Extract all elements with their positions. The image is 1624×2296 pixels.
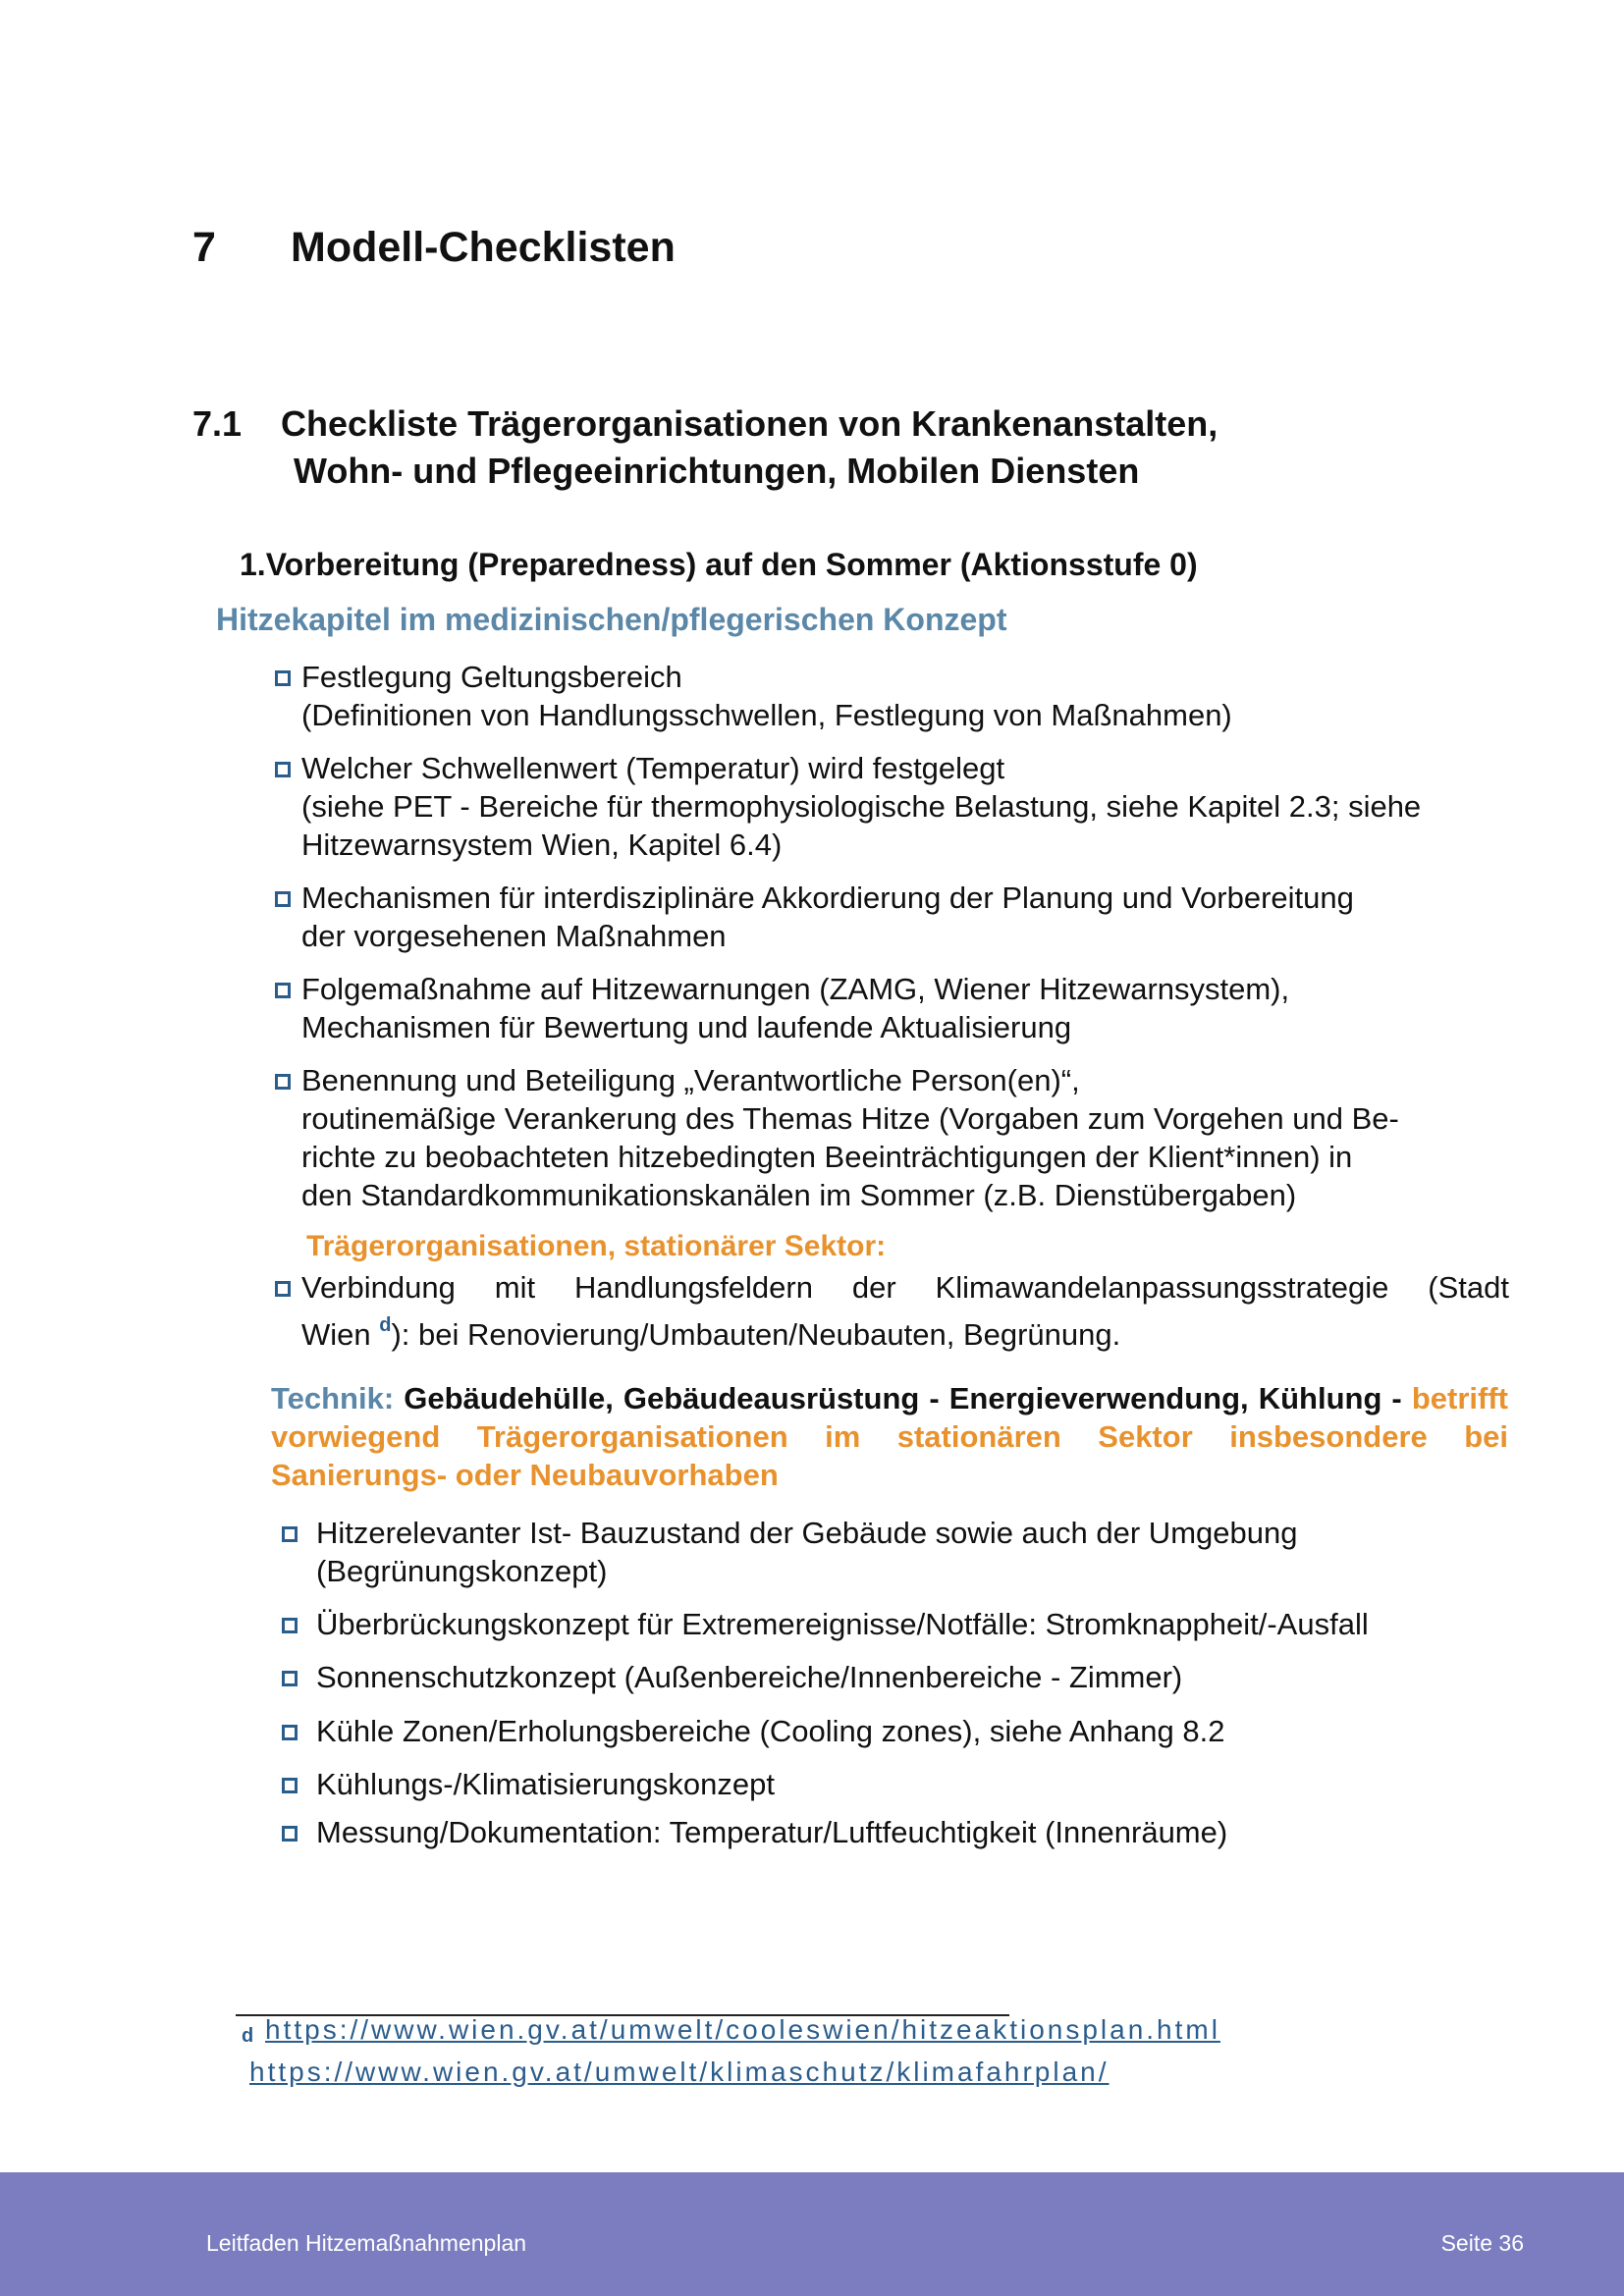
item-line: (Definitionen von Handlungsschwellen, Festlegung von Maßnahmen) (301, 698, 1232, 732)
section-heading (192, 400, 1218, 495)
item-line: Messung/Dokumentation: Temperatur/Luftfeuchtigkeit (Innenräume) (316, 1815, 1228, 1849)
item-line: Festlegung Geltungsbereich (301, 660, 682, 694)
checkbox[interactable] (282, 1671, 298, 1686)
list-item (316, 1514, 1504, 1590)
checkbox[interactable] (275, 983, 291, 998)
item-line: (siehe PET - Bereiche für thermophysiologische Belastung, siehe Kapitel 2.3; siehe (301, 789, 1422, 824)
item-line: richte zu beobachteten hitzebedingten Beeinträchtigungen der Klient*innen) in (301, 1140, 1353, 1174)
item-text: ): bei Renovierung/Umbauten/Neubauten, Begrünung. (391, 1317, 1121, 1352)
list-item (316, 1605, 1504, 1643)
page-footer (0, 2172, 1624, 2296)
item-line: Welcher Schwellenwert (Temperatur) wird festgelegt (301, 751, 1005, 785)
footnote-link-2[interactable]: https://www.wien.gv.at/umwelt/klimaschutz/klimafahrplan/ (249, 2056, 1110, 2087)
list-item (301, 749, 1509, 864)
footnote-mark: d (242, 2025, 254, 2047)
list-item (316, 1765, 1504, 1803)
checkbox[interactable] (282, 1826, 298, 1842)
list-item (316, 1712, 1504, 1750)
checkbox[interactable] (282, 1618, 298, 1633)
checkbox[interactable] (282, 1526, 298, 1542)
item-line: Mechanismen für interdisziplinäre Akkordierung der Planung und Vorbereitung (301, 881, 1354, 915)
chapter-title: Modell-Checklisten (291, 224, 676, 271)
item-line: Kühle Zonen/Erholungsbereiche (Cooling zones), siehe Anhang 8.2 (316, 1714, 1225, 1748)
technik-note: betrifft vorwiegend Trägerorganisationen im stationären Sektor insbesondere bei Sanierungs- oder Neubauvorhaben (271, 1381, 1508, 1492)
technik-title: Gebäudehülle, Gebäudeausrüstung - Energieverwendung, Kühlung - (404, 1381, 1402, 1415)
subsection-heading (240, 547, 1198, 583)
chapter-number: 7 (192, 224, 216, 271)
item-line: routinemäßige Verankerung des Themas Hitze (Vorgaben zum Vorgehen und Be- (301, 1101, 1399, 1136)
technik-label: Technik: (271, 1381, 395, 1415)
list-item (301, 1061, 1509, 1214)
checkbox[interactable] (275, 670, 291, 686)
list-item (301, 970, 1509, 1046)
item-line: Sonnenschutzkonzept (Außenbereiche/Innenbereiche - Zimmer) (316, 1660, 1183, 1694)
technik-paragraph (271, 1379, 1508, 1494)
list-item (301, 1268, 1509, 1354)
list-item (316, 1813, 1504, 1851)
item-line (301, 1307, 1509, 1354)
list-item (316, 1658, 1504, 1696)
item-line: den Standardkommunikationskanälen im Sommer (z.B. Dienstübergaben) (301, 1178, 1297, 1212)
item-line: Kühlungs-/Klimatisierungskonzept (316, 1767, 775, 1801)
list-item (301, 658, 1509, 734)
checkbox[interactable] (275, 1281, 291, 1297)
item-line: Benennung und Beteiligung „Verantwortliche Person(en)“, (301, 1063, 1080, 1097)
item-line: Folgemaßnahme auf Hitzewarnungen (ZAMG, Wiener Hitzewarnsystem), (301, 972, 1290, 1006)
item-line: Hitzerelevanter Ist- Bauzustand der Gebäude sowie auch der Umgebung (316, 1516, 1298, 1550)
item-line: (Begrünungskonzept) (316, 1554, 608, 1588)
item-line: Überbrückungskonzept für Extremereignisse/Notfälle: Stromknappheit/-Ausfall (316, 1607, 1369, 1641)
list-item (301, 879, 1509, 955)
checkbox[interactable] (275, 762, 291, 777)
item-line: Hitzewarnsystem Wien, Kapitel 6.4) (301, 828, 783, 862)
section-number: 7.1 (192, 403, 243, 444)
footer-title: Leitfaden Hitzemaßnahmenplan (206, 2230, 527, 2256)
subsection-title: Vorbereitung (Preparedness) auf den Sommer (Aktionsstufe 0) (265, 547, 1198, 582)
stationaer-heading: Trägerorganisationen, stationärer Sektor: (306, 1230, 887, 1262)
item-line: der vorgesehenen Maßnahmen (301, 919, 727, 953)
konzept-heading: Hitzekapitel im medizinischen/pflegerischen Konzept (216, 602, 1007, 637)
section-title-line2: Wohn- und Pflegeeinrichtungen, Mobilen Diensten (294, 451, 1140, 491)
checkbox[interactable] (282, 1778, 298, 1793)
chapter-heading (192, 224, 676, 272)
footnote-link-1[interactable]: https://www.wien.gv.at/umwelt/cooleswien/hitzeaktionsplan.html (265, 2014, 1220, 2045)
item-text: Wien (301, 1317, 380, 1352)
checkbox[interactable] (275, 891, 291, 907)
page-number: Seite 36 (1440, 2230, 1524, 2256)
section-title-line1: Checkliste Trägerorganisationen von Krankenanstalten, (281, 403, 1218, 444)
item-line: Verbindung mit Handlungsfeldern der Klimawandelanpassungsstrategie (Stadt (301, 1270, 1509, 1305)
footnote-ref[interactable]: d (379, 1314, 392, 1336)
subsection-number: 1. (240, 547, 266, 582)
checkbox[interactable] (275, 1074, 291, 1090)
item-line: Mechanismen für Bewertung und laufende Aktualisierung (301, 1010, 1072, 1044)
checkbox[interactable] (282, 1725, 298, 1740)
